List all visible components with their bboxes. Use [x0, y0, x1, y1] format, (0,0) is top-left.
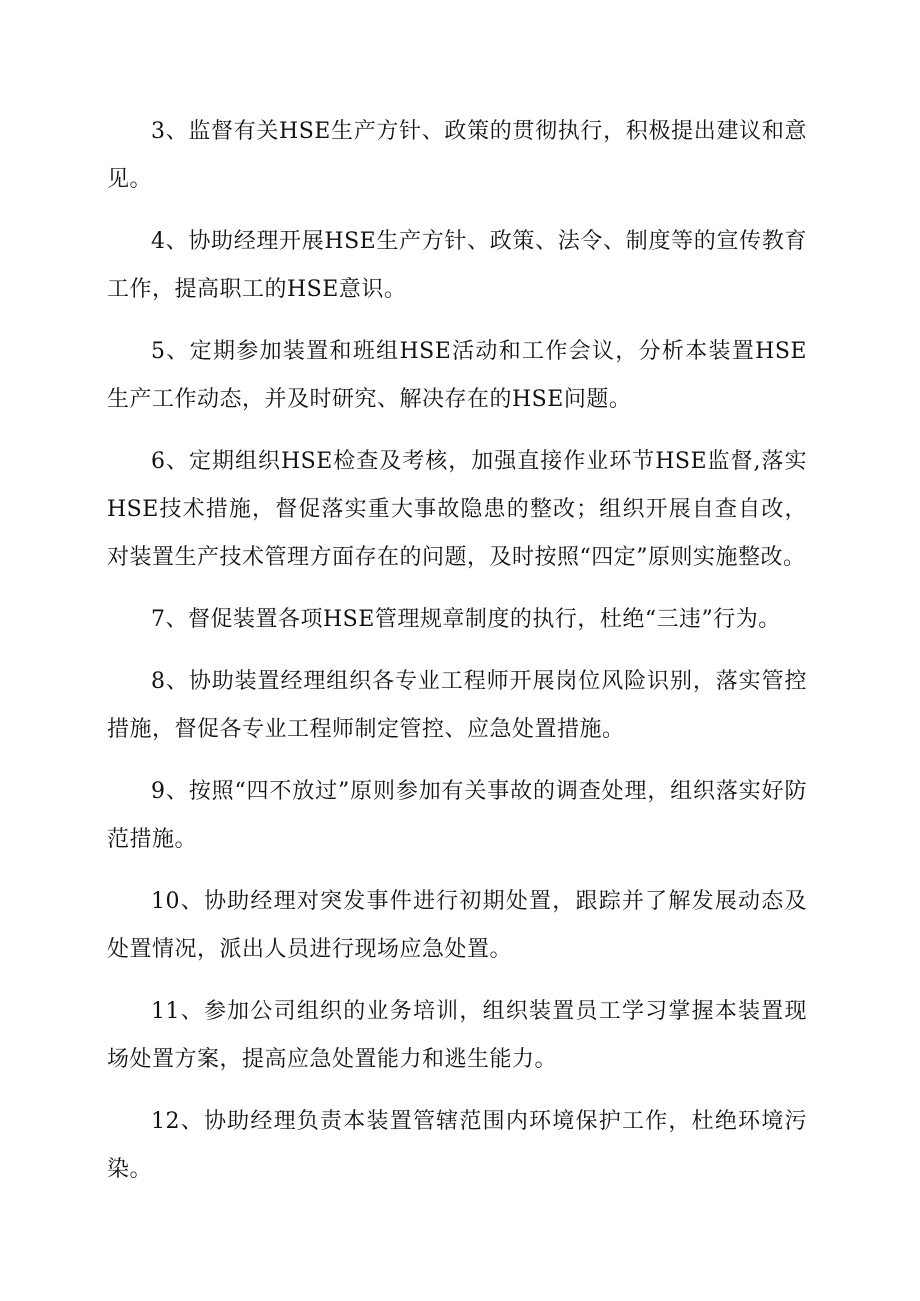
paragraph-item-12: 12、协助经理负责本装置管辖范围内环境保护工作，杜绝环境污染。 — [107, 1109, 807, 1182]
document-body — [107, 108, 807, 1208]
paragraph-item-11: 11、参加公司组织的业务培训，组织装置员工学习掌握本装置现场处置方案，提高应急处置能力和逃生能力。 — [107, 999, 807, 1072]
paragraph-item-8: 8、协助装置经理组织各专业工程师开展岗位风险识别，落实管控措施，督促各专业工程师制定管控、应急处置措施。 — [107, 669, 807, 742]
paragraph-item-5: 5、定期参加装置和班组HSE活动和工作会议，分析本装置HSE生产工作动态，并及时研究、解决存在的HSE问题。 — [107, 339, 807, 412]
paragraph-item-9: 9、按照“四不放过”原则参加有关事故的调查处理，组织落实好防范措施。 — [107, 779, 807, 852]
paragraph-item-4: 4、协助经理开展HSE生产方针、政策、法令、制度等的宣传教育工作，提高职工的HSE意识。 — [107, 229, 807, 302]
paragraph-item-10: 10、协助经理对突发事件进行初期处置，跟踪并了解发展动态及处置情况，派出人员进行现场应急处置。 — [107, 889, 807, 962]
paragraph-item-7: 7、督促装置各项HSE管理规章制度的执行，杜绝“三违”行为。 — [151, 607, 781, 632]
paragraph-item-3: 3、监督有关HSE生产方针、政策的贯彻执行，积极提出建议和意见。 — [107, 119, 807, 192]
paragraph-item-6: 6、定期组织HSE检查及考核，加强直接作业环节HSE监督,落实HSE技术措施，督促落实重大事故隐患的整改；组织开展自查自改，对装置生产技术管理方面存在的问题，及时按照“四定”原则实施整改。 — [107, 449, 807, 570]
